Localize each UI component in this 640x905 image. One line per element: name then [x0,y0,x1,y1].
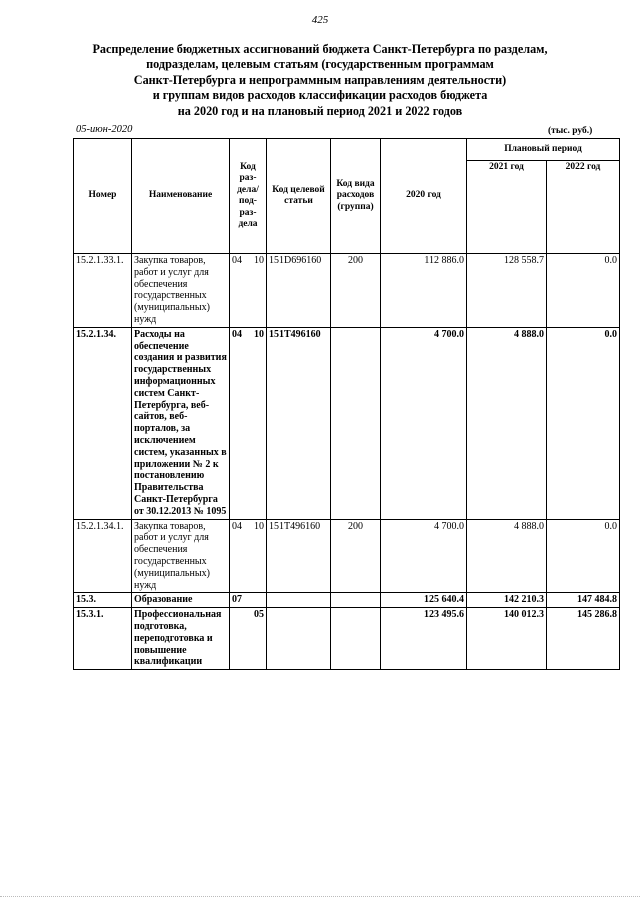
row-razdel [230,254,267,328]
title-line: и группам видов расходов классификации расходов бюджета [152,88,488,103]
row-target [267,593,331,608]
row-podrazdel-code: 10 [254,255,264,266]
row-target [267,608,331,670]
row-podrazdel-code: 05 [254,609,264,621]
header-2021: 2021 год [467,161,547,254]
header-2020: 2020 год [381,139,467,254]
row-value-2022: 0.0 [547,519,620,593]
row-name: Образование [132,593,230,608]
title-line: Санкт-Петербурга и непрограммным направлениям деятельности) [133,72,507,87]
document-date: 05-июн-2020 [76,124,133,135]
row-target: 151T496160 [267,327,331,519]
row-vid [331,608,381,670]
row-razdel [230,608,267,670]
page-number: 425 [311,14,329,26]
table-body [74,254,620,670]
header-plan-period: Плановый период [467,139,620,161]
row-vid [331,593,381,608]
row-number: 15.2.1.34. [74,327,132,519]
table-row [74,608,620,670]
document-title [60,42,580,119]
row-name: Профессиональная подготовка, переподготовка и повышение квалификации [132,608,230,670]
row-value-2021: 128 558.7 [467,254,547,328]
row-value-2022: 0.0 [547,327,620,519]
row-podrazdel-code: 10 [254,328,264,340]
row-value-2020: 125 640.4 [381,593,467,608]
row-razdel [230,519,267,593]
row-razdel [230,327,267,519]
budget-table [73,138,620,670]
table-row [74,254,620,328]
row-razdel-code: 07 [232,594,242,606]
row-razdel-code: 04 [232,328,242,340]
header-target: Код целевой статьи [267,139,331,254]
row-name: Закупка товаров, работ и услуг для обеспечения государственных (муниципальных) нужд [132,519,230,593]
row-value-2021: 140 012.3 [467,608,547,670]
row-name: Закупка товаров, работ и услуг для обеспечения государственных (муниципальных) нужд [132,254,230,328]
row-vid [331,327,381,519]
row-value-2020: 4 700.0 [381,519,467,593]
row-value-2021: 4 888.0 [467,327,547,519]
row-target: 151T496160 [267,519,331,593]
header-name: Наименование [132,139,230,254]
row-value-2022: 145 286.8 [547,608,620,670]
header-number: Номер [74,139,132,254]
title-line: подразделам, целевым статьям (государственным программам [146,57,494,72]
row-name: Расходы на обеспечение создания и развития государственных информационных систем Санкт-Петербурга, веб-сайтов, веб-порталов, за исключением систем, указанных в приложении № 2 к постановлению Правительства Санкт-Петербурга от 30.12.2013 № 1095 [132,327,230,519]
row-number: 15.2.1.34.1. [74,519,132,593]
row-vid: 200 [331,254,381,328]
header-razdel: Код раз-дела/ под-раз-дела [230,139,267,254]
row-value-2021: 142 210.3 [467,593,547,608]
title-line: Распределение бюджетных ассигнований бюджета Санкт-Петербурга по разделам, [92,42,548,56]
header-vid: Код вида расходов (группа) [331,139,381,254]
row-value-2021: 4 888.0 [467,519,547,593]
row-value-2020: 112 886.0 [381,254,467,328]
row-number: 15.2.1.33.1. [74,254,132,328]
row-value-2020: 4 700.0 [381,327,467,519]
row-vid: 200 [331,519,381,593]
page-edge [0,896,640,897]
row-number: 15.3. [74,593,132,608]
title-line: на 2020 год и на плановый период 2021 и 2022 годов [177,103,463,118]
table-row [74,327,620,519]
row-razdel-code: 04 [232,520,242,532]
row-value-2022: 0.0 [547,254,620,328]
row-podrazdel-code: 10 [254,520,264,532]
row-value-2022: 147 484.8 [547,593,620,608]
row-value-2020: 123 495.6 [381,608,467,670]
table-row [74,593,620,608]
row-razdel [230,593,267,608]
units-label: (тыс. руб.) [548,126,593,136]
row-number: 15.3.1. [74,608,132,670]
row-razdel-code: 04 [232,255,242,266]
row-target: 151D696160 [267,254,331,328]
header-2022: 2022 год [547,161,620,254]
table-row [74,519,620,593]
